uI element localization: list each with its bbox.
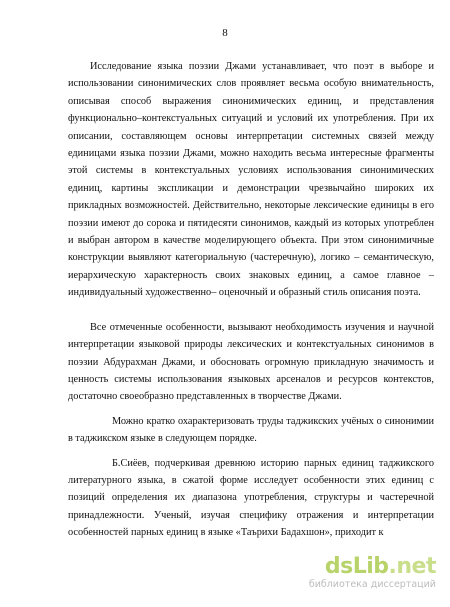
watermark-tagline: библиотека диссертаций <box>308 579 436 590</box>
watermark-logo-main: dsLib <box>324 554 389 579</box>
document-body <box>68 58 434 542</box>
paragraph-3: Можно кратко охарактеризовать труды таджикских учёных о синонимии в таджикском языке в следующем порядке. <box>68 415 434 445</box>
paragraph-1: Исследование языка поэзии Джами устанавливает, что поэт в выборе и использовании синонимических слов проявляет весьма особую внимательность, описывая способ выражения синонимических единиц, и представления функционально–контекстуальных ситуаций и условий их употребления. При их описании, составляющем основы интерпретации системных связей между единицами языка поэзии Джами, можно находить весьма интересные фрагменты этой системы в контекстуальных условиях использования синонимических единиц, картины экспликации и демонстрации чрезвычайно широких их прикладных возможностей. Действительно, некоторые лексические единицы в его поэзии имеют до сорока и пятидесяти синонимов, каждый из которых употреблен и выбран автором в качестве моделирующего объекта. При этом синонимичные конструкции выявляют категориальную (частеречную), логико – семантическую, иерархическую характерность своих знаковых единиц, а самое главное – индивидуальный художественно– оценочный и образный стиль описания поэта. <box>68 61 434 299</box>
page-number: 8 <box>222 27 228 39</box>
paragraph-4: Б.Сиёев, подчеркивая древнюю историю парных единиц таджикского литературного языка, в сжатой форме исследует особенности этих единиц с позиций определения их диапазона употребления, структуры и частеречной принадлежности. Ученый, изучая специфику отражения и интерпретации особенностей парных единиц в языке «Таърихи Бадахшон», приходит к <box>68 457 434 539</box>
watermark-logo-tld: .net <box>388 554 436 579</box>
watermark-logo <box>308 555 436 579</box>
dslib-watermark <box>308 555 436 593</box>
paragraph-2: Все отмеченные особенности, вызывают необходимость изучения и научной интерпретации языковой природы лексических и контекстуальных синонимов в поэзии Абдурахман Джами, и обосновать огромную прикладную значимость и ценность системы использования языковых арсеналов и ресурсов контекстов, достаточно своеобразно представленных в творчестве Джами. <box>68 321 434 403</box>
